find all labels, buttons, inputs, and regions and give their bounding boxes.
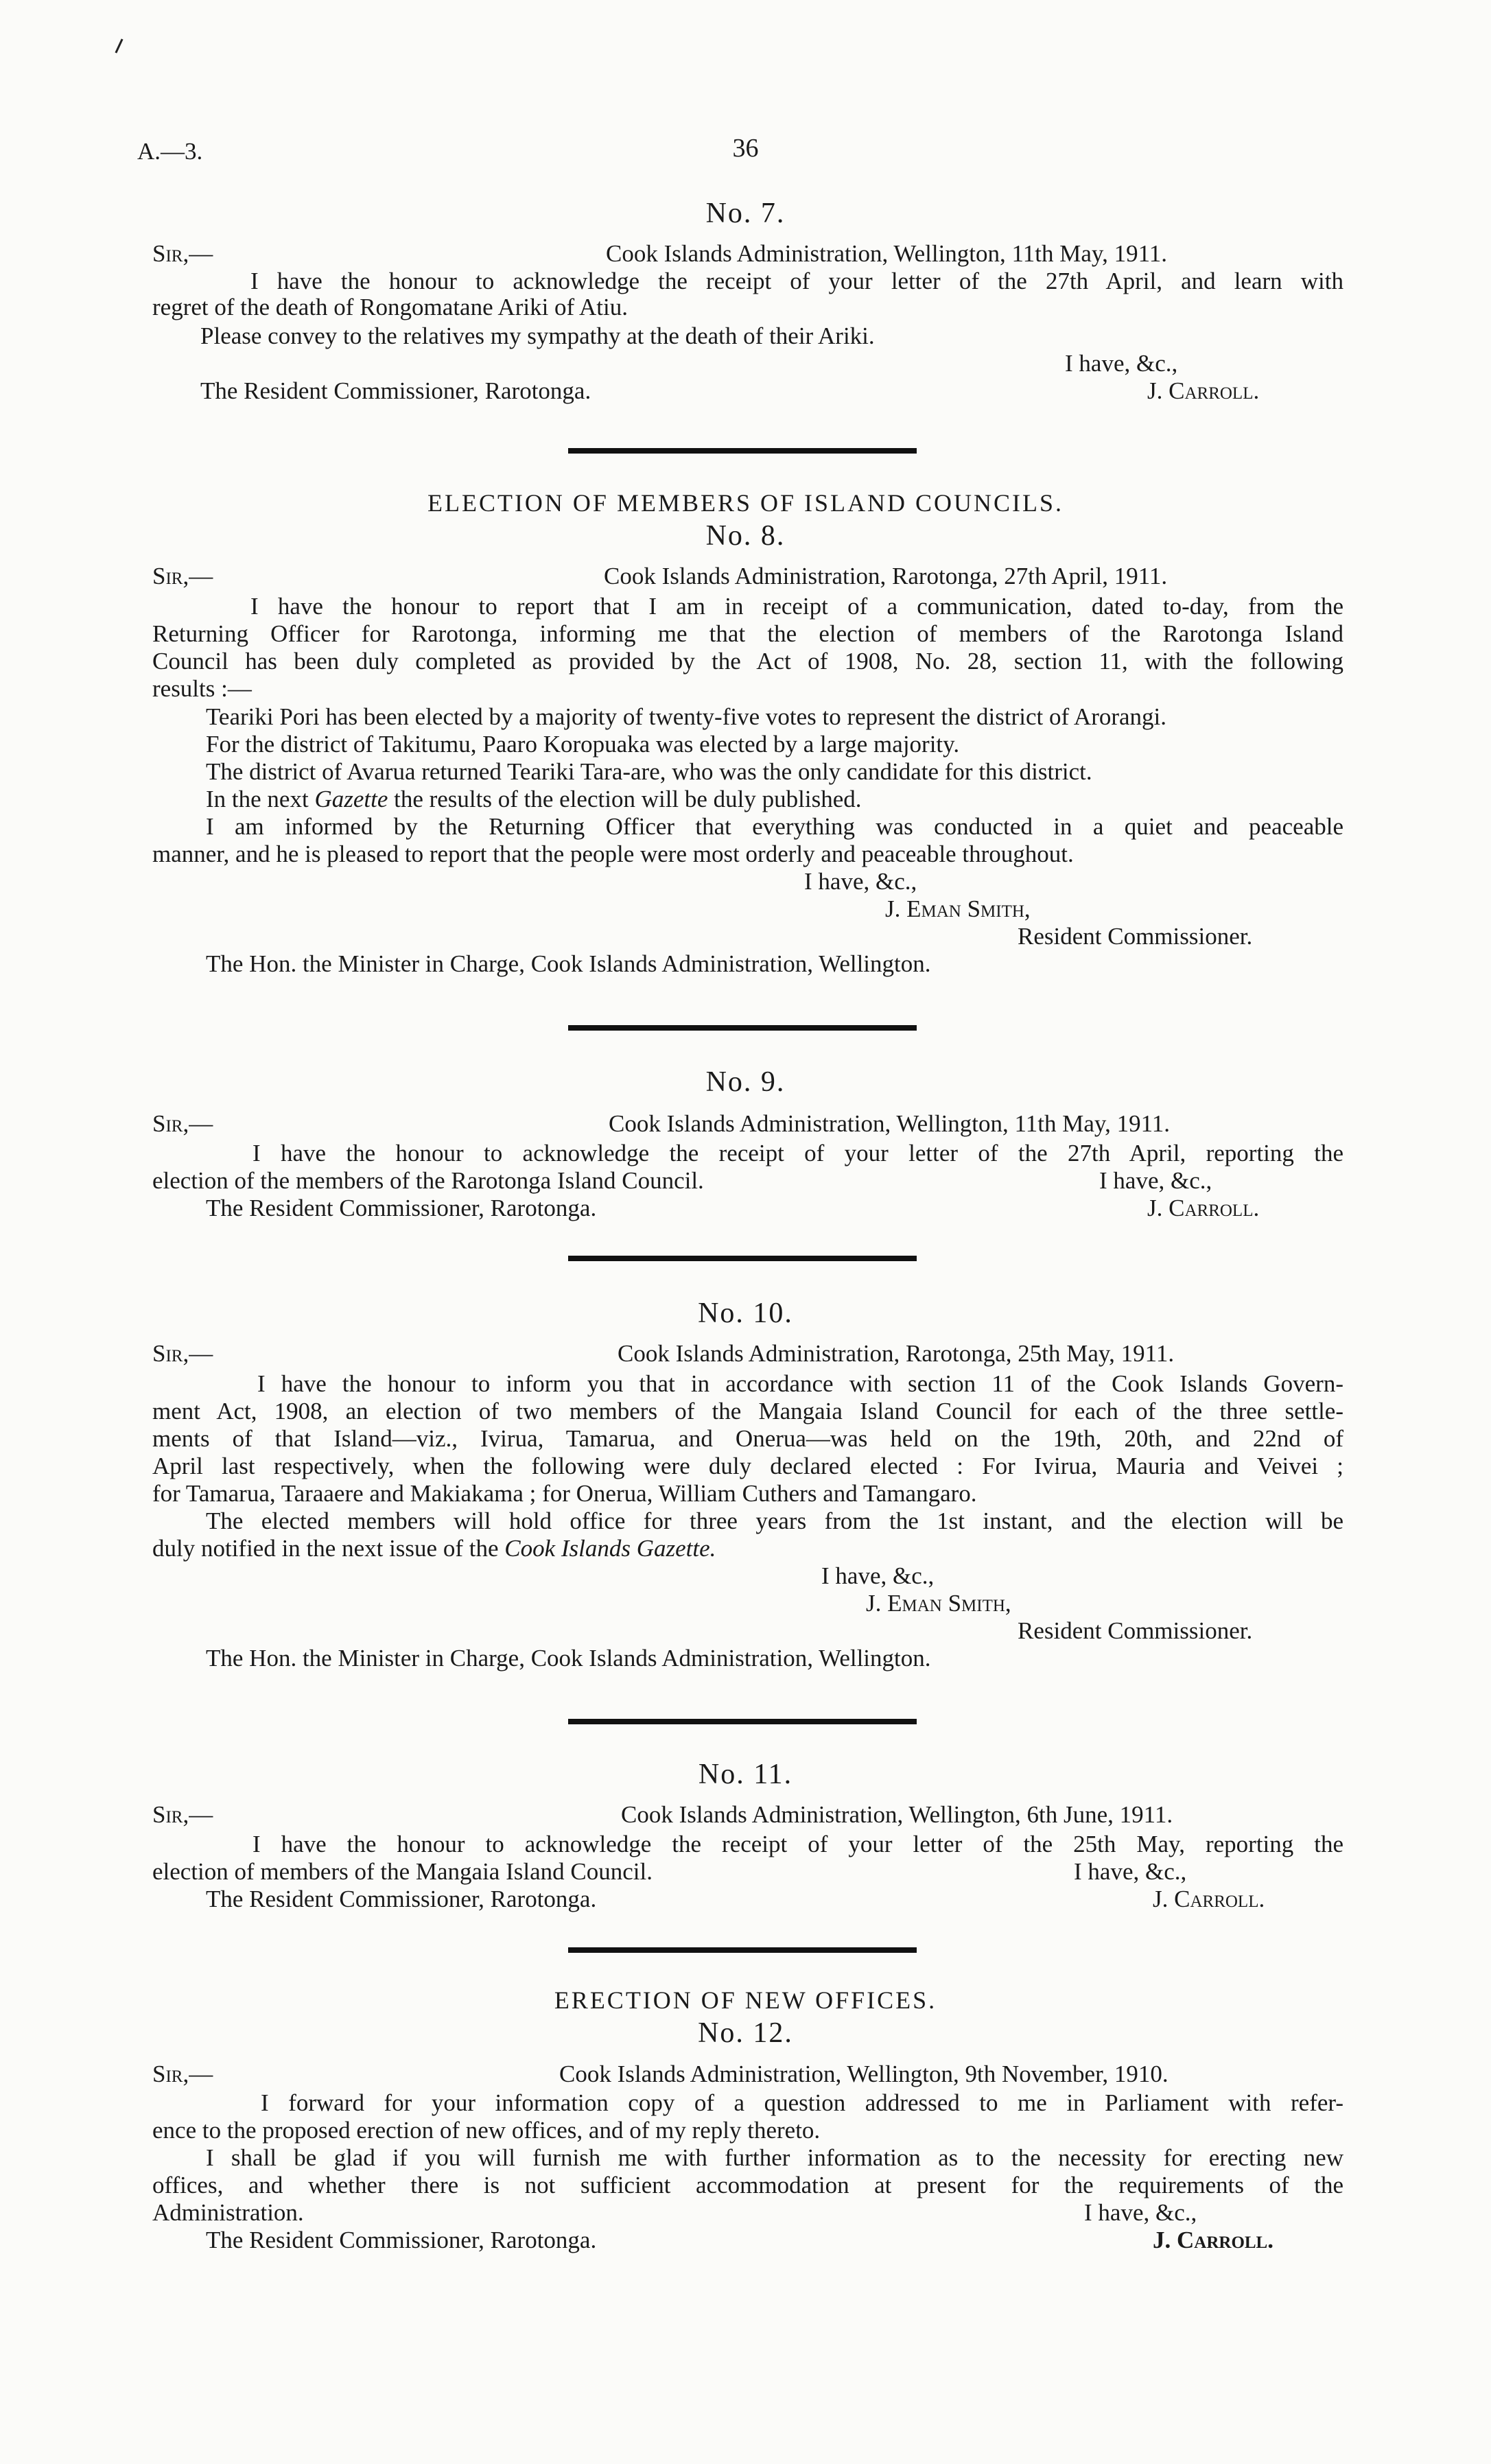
italic-title: Cook Islands Gazette.	[504, 1535, 716, 1562]
text-run: duly notified in the next issue of the	[152, 1535, 505, 1562]
salutation: Sir,—	[152, 1110, 213, 1137]
text-run: the results of the election will be duly published.	[388, 786, 862, 812]
salutation: Sir,—	[152, 2061, 213, 2087]
closing: I have, &c.,	[1084, 2199, 1197, 2226]
letter-number-12: No. 12.	[698, 2017, 793, 2049]
letter-body-line: regret of the death of Rongomatane Ariki of Atiu.	[152, 294, 629, 320]
letter-body-line	[206, 787, 862, 811]
signature: J. Eman Smith,	[885, 895, 1031, 922]
letter-number-11: No. 11.	[698, 1759, 793, 1790]
letter-body-line: I have the honour to acknowledge the receipt of your letter of the 25th May, reporting the	[253, 1831, 1343, 1857]
section-heading: ERECTION OF NEW OFFICES.	[554, 1986, 937, 2014]
closing: I have, &c.,	[1099, 1167, 1212, 1194]
signature: J. Carroll.	[1147, 377, 1260, 404]
letter-body-line: For the district of Takitumu, Paaro Koropuaka was elected by a large majority.	[206, 731, 960, 758]
letter-dateline: Cook Islands Administration, Wellington, 9th November, 1910.	[559, 2061, 1169, 2087]
salutation: Sir,—	[152, 563, 213, 589]
salutation: Sir,—	[152, 1801, 213, 1828]
letter-body-line: I forward for your information copy of a question addressed to me in Parliament with refer-	[261, 2089, 1343, 2116]
letter-body-line: I have the honour to inform you that in accordance with section 11 of the Cook Islands Govern-	[257, 1370, 1343, 1397]
letter-body-line: election of members of the Mangaia Island Council.	[152, 1858, 653, 1885]
letter-dateline: Cook Islands Administration, Rarotonga, 25th May, 1911.	[618, 1340, 1175, 1367]
letter-body-line: results :—	[152, 675, 252, 702]
addressee: The Resident Commissioner, Rarotonga.	[206, 2227, 597, 2253]
letter-body-line: The elected members will hold office for three years from the 1st instant, and the election will be	[206, 1507, 1343, 1534]
letter-dateline: Cook Islands Administration, Wellington, 11th May, 1911.	[606, 240, 1168, 267]
addressee: The Resident Commissioner, Rarotonga.	[206, 1886, 597, 1912]
section-rule	[568, 1947, 917, 1953]
letter-body-line	[152, 1536, 716, 1560]
letter-body-line: election of the members of the Rarotonga Island Council.	[152, 1167, 704, 1194]
letter-body-line: ment Act, 1908, an election of two members of the Mangaia Island Council for each of the three settle-	[152, 1398, 1343, 1424]
letter-body-line: I have the honour to acknowledge the receipt of your letter of the 27th April, and learn with	[250, 268, 1343, 294]
addressee: The Resident Commissioner, Rarotonga.	[206, 1195, 597, 1221]
scan-mark	[115, 38, 123, 53]
signature: J. Carroll.	[1153, 1886, 1265, 1912]
page-ref: A.—3.	[137, 138, 203, 165]
text-run: In the next	[206, 786, 315, 812]
letter-dateline: Cook Islands Administration, Wellington, 6th June, 1911.	[621, 1801, 1173, 1828]
letter-body-line: April last respectively, when the following were duly declared elected : For Ivirua, Mauria and Veivei ;	[152, 1453, 1343, 1479]
letter-dateline: Cook Islands Administration, Wellington, 11th May, 1911.	[609, 1110, 1171, 1137]
letter-number-9: No. 9.	[705, 1066, 786, 1098]
signature: J. Eman Smith,	[866, 1590, 1011, 1617]
letter-body-line: Teariki Pori has been elected by a majority of twenty-five votes to represent the district of Arorangi.	[206, 703, 1167, 730]
section-rule	[568, 448, 917, 454]
signature: J. Carroll.	[1153, 2227, 1273, 2253]
section-rule	[568, 1025, 917, 1031]
letter-body-line: Council has been duly completed as provided by the Act of 1908, No. 28, section 11, with the following	[152, 648, 1343, 674]
closing: I have, &c.,	[821, 1562, 935, 1589]
letter-body-line: manner, and he is pleased to report that the people were most orderly and peaceable throughout.	[152, 841, 1074, 867]
signatory-title: Resident Commissioner.	[1018, 923, 1253, 950]
letter-body-line: for Tamarua, Taraaere and Makiakama ; for Onerua, William Cuthers and Tamangaro.	[152, 1480, 977, 1507]
addressee: The Hon. the Minister in Charge, Cook Islands Administration, Wellington.	[206, 1645, 931, 1671]
letter-dateline: Cook Islands Administration, Rarotonga, 27th April, 1911.	[604, 563, 1168, 589]
closing: I have, &c.,	[1065, 350, 1178, 377]
letter-body-line: Administration.	[152, 2199, 304, 2226]
letter-body-line: I shall be glad if you will furnish me with further information as to the necessity for erecting new	[206, 2144, 1343, 2171]
letter-number-10: No. 10.	[698, 1298, 793, 1329]
letter-body-line: offices, and whether there is not sufficient accommodation at present for the requirements of the	[152, 2172, 1343, 2198]
letter-body-line: I have the honour to report that I am in receipt of a communication, dated to-day, from the	[250, 593, 1343, 620]
letter-body-line: ence to the proposed erection of new offices, and of my reply thereto.	[152, 2117, 821, 2144]
letter-body-line: I have the honour to acknowledge the receipt of your letter of the 27th April, reporting the	[253, 1140, 1343, 1166]
closing: I have, &c.,	[804, 868, 917, 895]
italic-title: Gazette	[314, 786, 388, 812]
closing: I have, &c.,	[1074, 1858, 1187, 1885]
salutation: Sir,—	[152, 1340, 213, 1367]
letter-number-7: No. 7.	[705, 198, 786, 229]
letter-body-line: Please convey to the relatives my sympathy at the death of their Ariki.	[200, 322, 875, 349]
addressee: The Resident Commissioner, Rarotonga.	[200, 377, 591, 404]
page-number: 36	[732, 134, 759, 163]
section-rule	[568, 1256, 917, 1261]
letter-body-line: The district of Avarua returned Teariki Tara-are, who was the only candidate for this district.	[206, 758, 1092, 785]
signature: J. Carroll.	[1147, 1195, 1260, 1221]
letter-number-8: No. 8.	[705, 520, 786, 552]
signatory-title: Resident Commissioner.	[1018, 1617, 1253, 1644]
section-rule	[568, 1719, 917, 1724]
salutation: Sir,—	[152, 240, 213, 267]
section-heading: ELECTION OF MEMBERS OF ISLAND COUNCILS.	[427, 489, 1064, 517]
letter-body-line: I am informed by the Returning Officer that everything was conducted in a quiet and peaceable	[206, 813, 1343, 840]
letter-body-line: ments of that Island—viz., Ivirua, Tamarua, and Onerua—was held on the 19th, 20th, and 22nd of	[152, 1425, 1343, 1452]
addressee: The Hon. the Minister in Charge, Cook Islands Administration, Wellington.	[206, 950, 931, 977]
letter-body-line: Returning Officer for Rarotonga, informing me that the election of members of the Rarotonga Island	[152, 620, 1343, 647]
